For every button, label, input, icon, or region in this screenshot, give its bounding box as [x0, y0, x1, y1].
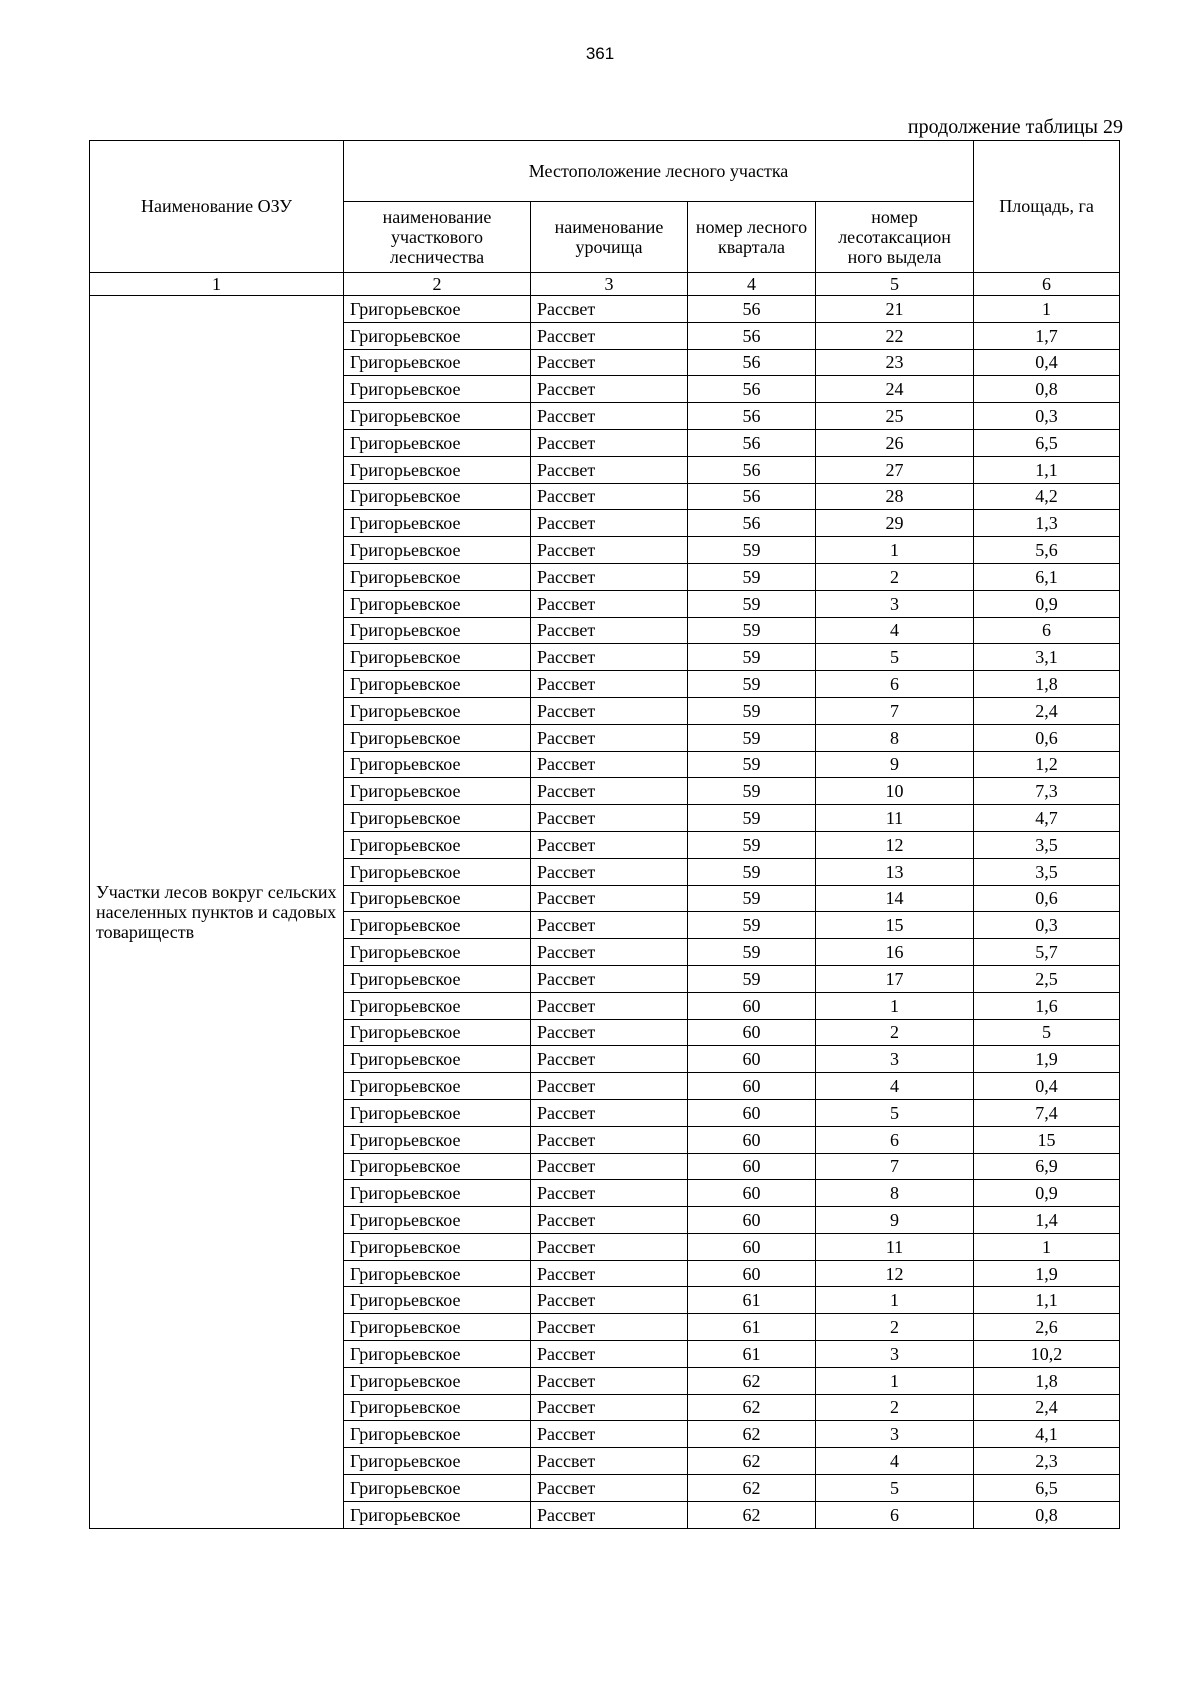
forestry-cell: Григорьевское [344, 429, 531, 456]
quarter-cell: 60 [688, 1126, 816, 1153]
forestry-cell: Григорьевское [344, 697, 531, 724]
area-cell: 15 [974, 1126, 1120, 1153]
area-cell: 0,9 [974, 590, 1120, 617]
quarter-cell: 59 [688, 590, 816, 617]
section-cell: 8 [816, 1180, 974, 1207]
area-cell: 1,9 [974, 1260, 1120, 1287]
forestry-cell: Григорьевское [344, 510, 531, 537]
tract-cell: Рассвет [531, 1314, 688, 1341]
tract-cell: Рассвет [531, 1046, 688, 1073]
quarter-cell: 60 [688, 1073, 816, 1100]
quarter-cell: 61 [688, 1314, 816, 1341]
tract-cell: Рассвет [531, 456, 688, 483]
section-cell: 21 [816, 296, 974, 323]
section-cell: 6 [816, 1126, 974, 1153]
area-cell: 5,6 [974, 537, 1120, 564]
area-cell: 1,7 [974, 322, 1120, 349]
header-ozu-name: Наименование ОЗУ [90, 141, 344, 273]
table-row [90, 296, 1120, 323]
section-cell: 3 [816, 1341, 974, 1368]
section-cell: 10 [816, 778, 974, 805]
area-cell: 1,1 [974, 456, 1120, 483]
area-cell: 1,8 [974, 1367, 1120, 1394]
area-cell: 3,5 [974, 858, 1120, 885]
quarter-cell: 60 [688, 1046, 816, 1073]
header-location-group: Местоположение лесного участка [344, 141, 974, 202]
tract-cell: Рассвет [531, 617, 688, 644]
quarter-cell: 60 [688, 1260, 816, 1287]
area-cell: 1,2 [974, 751, 1120, 778]
quarter-cell: 59 [688, 939, 816, 966]
area-cell: 0,6 [974, 724, 1120, 751]
forestry-cell: Григорьевское [344, 322, 531, 349]
area-cell: 2,3 [974, 1448, 1120, 1475]
forest-plots-table [89, 140, 1120, 1529]
tract-cell: Рассвет [531, 510, 688, 537]
area-cell: 10,2 [974, 1341, 1120, 1368]
forestry-cell: Григорьевское [344, 912, 531, 939]
tract-cell: Рассвет [531, 751, 688, 778]
tract-cell: Рассвет [531, 296, 688, 323]
section-cell: 28 [816, 483, 974, 510]
section-cell: 13 [816, 858, 974, 885]
section-cell: 12 [816, 831, 974, 858]
area-cell: 1,8 [974, 671, 1120, 698]
forestry-cell: Григорьевское [344, 1314, 531, 1341]
tract-cell: Рассвет [531, 322, 688, 349]
quarter-cell: 62 [688, 1501, 816, 1528]
section-cell: 2 [816, 563, 974, 590]
area-cell: 1,1 [974, 1287, 1120, 1314]
forestry-cell: Григорьевское [344, 1394, 531, 1421]
section-cell: 4 [816, 1448, 974, 1475]
quarter-cell: 62 [688, 1394, 816, 1421]
area-cell: 1,3 [974, 510, 1120, 537]
section-cell: 24 [816, 376, 974, 403]
area-cell: 0,8 [974, 376, 1120, 403]
section-cell: 2 [816, 1394, 974, 1421]
section-cell: 5 [816, 1099, 974, 1126]
column-number: 2 [344, 273, 531, 296]
forestry-cell: Григорьевское [344, 376, 531, 403]
tract-cell: Рассвет [531, 1448, 688, 1475]
tract-cell: Рассвет [531, 1233, 688, 1260]
quarter-cell: 56 [688, 510, 816, 537]
quarter-cell: 59 [688, 778, 816, 805]
forestry-cell: Григорьевское [344, 590, 531, 617]
tract-cell: Рассвет [531, 1180, 688, 1207]
section-cell: 22 [816, 322, 974, 349]
area-cell: 1,9 [974, 1046, 1120, 1073]
forestry-cell: Григорьевское [344, 617, 531, 644]
section-cell: 6 [816, 671, 974, 698]
forestry-cell: Григорьевское [344, 805, 531, 832]
header-quarter: номер лесного квартала [688, 202, 816, 273]
area-cell: 6,1 [974, 563, 1120, 590]
header-section: номер лесотаксацион ного выдела [816, 202, 974, 273]
area-cell: 4,7 [974, 805, 1120, 832]
section-cell: 9 [816, 751, 974, 778]
forestry-cell: Григорьевское [344, 1073, 531, 1100]
quarter-cell: 59 [688, 563, 816, 590]
area-cell: 3,1 [974, 644, 1120, 671]
tract-cell: Рассвет [531, 831, 688, 858]
area-cell: 6 [974, 617, 1120, 644]
section-cell: 2 [816, 1314, 974, 1341]
quarter-cell: 56 [688, 429, 816, 456]
section-cell: 1 [816, 1287, 974, 1314]
tract-cell: Рассвет [531, 697, 688, 724]
area-cell: 4,1 [974, 1421, 1120, 1448]
forestry-cell: Григорьевское [344, 858, 531, 885]
forestry-cell: Григорьевское [344, 1367, 531, 1394]
area-cell: 0,3 [974, 912, 1120, 939]
forestry-cell: Григорьевское [344, 1341, 531, 1368]
section-cell: 4 [816, 617, 974, 644]
section-cell: 23 [816, 349, 974, 376]
area-cell: 7,4 [974, 1099, 1120, 1126]
quarter-cell: 60 [688, 992, 816, 1019]
area-cell: 5 [974, 1019, 1120, 1046]
forestry-cell: Григорьевское [344, 751, 531, 778]
forestry-cell: Григорьевское [344, 1019, 531, 1046]
area-cell: 6,5 [974, 1475, 1120, 1502]
section-cell: 16 [816, 939, 974, 966]
forestry-cell: Григорьевское [344, 778, 531, 805]
tract-cell: Рассвет [531, 1367, 688, 1394]
column-number: 5 [816, 273, 974, 296]
area-cell: 0,4 [974, 1073, 1120, 1100]
section-cell: 7 [816, 1153, 974, 1180]
section-cell: 9 [816, 1207, 974, 1234]
header-tract: наименование урочища [531, 202, 688, 273]
table-continuation-caption: продолжение таблицы 29 [907, 116, 1123, 138]
section-cell: 3 [816, 590, 974, 617]
area-cell: 0,6 [974, 885, 1120, 912]
tract-cell: Рассвет [531, 590, 688, 617]
page-number: 361 [585, 44, 615, 63]
tract-cell: Рассвет [531, 537, 688, 564]
section-cell: 15 [816, 912, 974, 939]
quarter-cell: 60 [688, 1180, 816, 1207]
column-number: 1 [90, 273, 344, 296]
tract-cell: Рассвет [531, 1421, 688, 1448]
table-body [90, 296, 1120, 1529]
forestry-cell: Григорьевское [344, 1046, 531, 1073]
forestry-cell: Григорьевское [344, 1099, 531, 1126]
quarter-cell: 56 [688, 322, 816, 349]
group-name: Участки лесов вокруг сельских населенных пунктов и садовых товариществ [96, 881, 337, 942]
forestry-cell: Григорьевское [344, 1448, 531, 1475]
header-area: Площадь, га [974, 141, 1120, 273]
forestry-cell: Григорьевское [344, 671, 531, 698]
tract-cell: Рассвет [531, 1207, 688, 1234]
area-cell: 0,8 [974, 1501, 1120, 1528]
section-cell: 7 [816, 697, 974, 724]
section-cell: 1 [816, 1367, 974, 1394]
area-cell: 2,4 [974, 697, 1120, 724]
forestry-cell: Григорьевское [344, 456, 531, 483]
tract-cell: Рассвет [531, 939, 688, 966]
forestry-cell: Григорьевское [344, 1475, 531, 1502]
quarter-cell: 59 [688, 671, 816, 698]
forestry-cell: Григорьевское [344, 831, 531, 858]
quarter-cell: 61 [688, 1341, 816, 1368]
area-cell: 3,5 [974, 831, 1120, 858]
section-cell: 2 [816, 1019, 974, 1046]
area-cell: 6,5 [974, 429, 1120, 456]
tract-cell: Рассвет [531, 1073, 688, 1100]
tract-cell: Рассвет [531, 1099, 688, 1126]
quarter-cell: 56 [688, 296, 816, 323]
quarter-cell: 59 [688, 537, 816, 564]
quarter-cell: 56 [688, 403, 816, 430]
quarter-cell: 62 [688, 1421, 816, 1448]
forestry-cell: Григорьевское [344, 1501, 531, 1528]
group-name-cell [90, 296, 344, 1529]
tract-cell: Рассвет [531, 965, 688, 992]
section-cell: 11 [816, 805, 974, 832]
quarter-cell: 62 [688, 1475, 816, 1502]
quarter-cell: 56 [688, 349, 816, 376]
quarter-cell: 60 [688, 1099, 816, 1126]
area-cell: 2,5 [974, 965, 1120, 992]
section-cell: 11 [816, 1233, 974, 1260]
forestry-cell: Григорьевское [344, 1153, 531, 1180]
quarter-cell: 59 [688, 644, 816, 671]
forestry-cell: Григорьевское [344, 1233, 531, 1260]
quarter-cell: 61 [688, 1287, 816, 1314]
forestry-cell: Григорьевское [344, 483, 531, 510]
quarter-cell: 59 [688, 751, 816, 778]
quarter-cell: 59 [688, 724, 816, 751]
quarter-cell: 60 [688, 1207, 816, 1234]
section-cell: 3 [816, 1421, 974, 1448]
tract-cell: Рассвет [531, 1501, 688, 1528]
tract-cell: Рассвет [531, 805, 688, 832]
tract-cell: Рассвет [531, 724, 688, 751]
tract-cell: Рассвет [531, 1019, 688, 1046]
quarter-cell: 60 [688, 1233, 816, 1260]
area-cell: 2,6 [974, 1314, 1120, 1341]
tract-cell: Рассвет [531, 563, 688, 590]
tract-cell: Рассвет [531, 671, 688, 698]
quarter-cell: 62 [688, 1448, 816, 1475]
area-cell: 0,3 [974, 403, 1120, 430]
forestry-cell: Григорьевское [344, 1260, 531, 1287]
tract-cell: Рассвет [531, 1126, 688, 1153]
tract-cell: Рассвет [531, 858, 688, 885]
forestry-cell: Григорьевское [344, 563, 531, 590]
area-cell: 0,9 [974, 1180, 1120, 1207]
area-cell: 4,2 [974, 483, 1120, 510]
section-cell: 14 [816, 885, 974, 912]
section-cell: 5 [816, 644, 974, 671]
forestry-cell: Григорьевское [344, 403, 531, 430]
tract-cell: Рассвет [531, 1153, 688, 1180]
quarter-cell: 56 [688, 376, 816, 403]
tract-cell: Рассвет [531, 1260, 688, 1287]
section-cell: 3 [816, 1046, 974, 1073]
tract-cell: Рассвет [531, 1341, 688, 1368]
tract-cell: Рассвет [531, 376, 688, 403]
forestry-cell: Григорьевское [344, 1421, 531, 1448]
forestry-cell: Григорьевское [344, 965, 531, 992]
section-cell: 1 [816, 992, 974, 1019]
quarter-cell: 59 [688, 858, 816, 885]
area-cell: 6,9 [974, 1153, 1120, 1180]
tract-cell: Рассвет [531, 778, 688, 805]
tract-cell: Рассвет [531, 912, 688, 939]
section-cell: 12 [816, 1260, 974, 1287]
forestry-cell: Григорьевское [344, 349, 531, 376]
tract-cell: Рассвет [531, 992, 688, 1019]
forestry-cell: Григорьевское [344, 939, 531, 966]
quarter-cell: 59 [688, 885, 816, 912]
quarter-cell: 62 [688, 1367, 816, 1394]
tract-cell: Рассвет [531, 403, 688, 430]
tract-cell: Рассвет [531, 349, 688, 376]
tract-cell: Рассвет [531, 885, 688, 912]
column-number: 3 [531, 273, 688, 296]
quarter-cell: 60 [688, 1019, 816, 1046]
tract-cell: Рассвет [531, 1475, 688, 1502]
tract-cell: Рассвет [531, 1394, 688, 1421]
quarter-cell: 59 [688, 697, 816, 724]
quarter-cell: 56 [688, 483, 816, 510]
area-cell: 1 [974, 1233, 1120, 1260]
section-cell: 1 [816, 537, 974, 564]
tract-cell: Рассвет [531, 1287, 688, 1314]
header-forestry: наименование участкового лесничества [344, 202, 531, 273]
section-cell: 6 [816, 1501, 974, 1528]
tract-cell: Рассвет [531, 644, 688, 671]
forestry-cell: Григорьевское [344, 296, 531, 323]
area-cell: 1 [974, 296, 1120, 323]
area-cell: 0,4 [974, 349, 1120, 376]
quarter-cell: 59 [688, 805, 816, 832]
area-cell: 7,3 [974, 778, 1120, 805]
tract-cell: Рассвет [531, 429, 688, 456]
section-cell: 27 [816, 456, 974, 483]
forestry-cell: Григорьевское [344, 1287, 531, 1314]
quarter-cell: 59 [688, 965, 816, 992]
section-cell: 26 [816, 429, 974, 456]
section-cell: 25 [816, 403, 974, 430]
forestry-cell: Григорьевское [344, 724, 531, 751]
section-cell: 5 [816, 1475, 974, 1502]
quarter-cell: 59 [688, 831, 816, 858]
forestry-cell: Григорьевское [344, 992, 531, 1019]
forestry-cell: Григорьевское [344, 1180, 531, 1207]
section-cell: 29 [816, 510, 974, 537]
forestry-cell: Григорьевское [344, 1126, 531, 1153]
forestry-cell: Григорьевское [344, 1207, 531, 1234]
area-cell: 5,7 [974, 939, 1120, 966]
section-cell: 17 [816, 965, 974, 992]
section-cell: 4 [816, 1073, 974, 1100]
forestry-cell: Григорьевское [344, 537, 531, 564]
area-cell: 1,6 [974, 992, 1120, 1019]
column-number: 4 [688, 273, 816, 296]
area-cell: 2,4 [974, 1394, 1120, 1421]
area-cell: 1,4 [974, 1207, 1120, 1234]
quarter-cell: 59 [688, 617, 816, 644]
tract-cell: Рассвет [531, 483, 688, 510]
quarter-cell: 59 [688, 912, 816, 939]
quarter-cell: 56 [688, 456, 816, 483]
quarter-cell: 60 [688, 1153, 816, 1180]
column-number: 6 [974, 273, 1120, 296]
forestry-cell: Григорьевское [344, 885, 531, 912]
forestry-cell: Григорьевское [344, 644, 531, 671]
section-cell: 8 [816, 724, 974, 751]
column-number-row [90, 273, 1120, 296]
